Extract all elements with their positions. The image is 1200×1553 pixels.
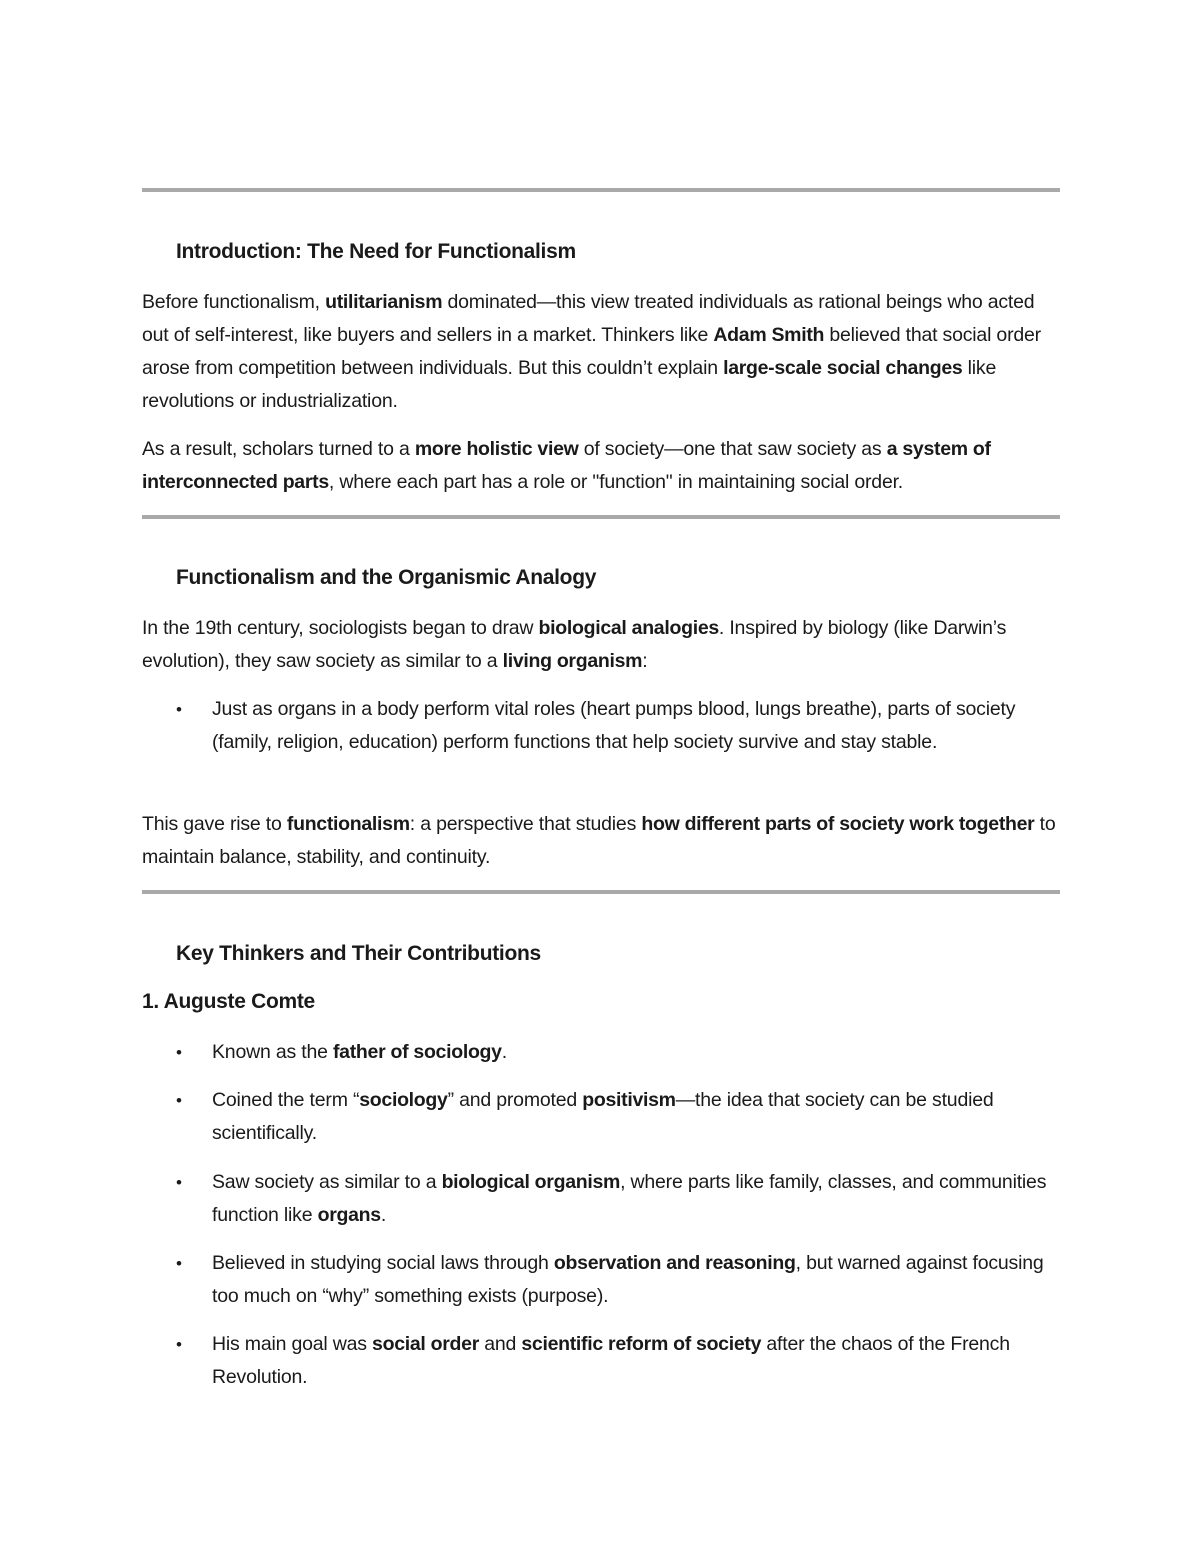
bullet-icon: • <box>176 1173 182 1192</box>
bold-term: how different parts of society work together <box>641 813 1035 835</box>
thinker-heading: 1. Auguste Comte <box>142 990 315 1013</box>
bold-term: sociology <box>359 1089 448 1111</box>
section-heading: Functionalism and the Organismic Analogy <box>176 566 597 589</box>
paragraph: This gave rise to functionalism: a perspective that studies how different parts of society work together to maintain balance, stability, and continuity. <box>142 813 1056 868</box>
section-heading: Introduction: The Need for Functionalism <box>176 240 576 263</box>
list-item-text: Just as organs in a body perform vital roles (heart pumps blood, lungs breathe), parts of society (family, religion, education) perform functions that help society survive and stay stable. <box>212 698 1016 753</box>
list-item-text: Coined the term “sociology” and promoted positivism—the idea that society can be studied scientifically. <box>212 1089 994 1144</box>
bold-term: a system of interconnected parts <box>142 438 991 493</box>
bold-term: utilitarianism <box>325 291 443 313</box>
paragraph: As a result, scholars turned to a more holistic view of society—one that saw society as a system of interconnected parts, where each part has a role or "function" in maintaining social order. <box>142 438 991 493</box>
section-divider <box>142 890 1060 894</box>
bold-term: biological organism <box>441 1171 621 1193</box>
bold-term: more holistic view <box>414 438 579 460</box>
list-item-text: Known as the father of sociology. <box>212 1041 507 1063</box>
bold-term: living organism <box>502 650 643 672</box>
bold-term: biological analogies <box>538 617 719 639</box>
section-divider <box>142 515 1060 519</box>
paragraph: In the 19th century, sociologists began to draw biological analogies. Inspired by biology (like Darwin’s evolution), they saw society as similar to a living organism: <box>142 617 1007 672</box>
list-item-text: Saw society as similar to a biological organism, where parts like family, classes, and communities function like organs. <box>212 1171 1047 1226</box>
bullet-icon: • <box>176 1254 182 1273</box>
bullet-icon: • <box>176 1335 182 1354</box>
bold-term: father of sociology <box>332 1041 502 1063</box>
bullet-icon: • <box>176 1091 182 1110</box>
list-item-text: His main goal was social order and scientific reform of society after the chaos of the French Revolution. <box>212 1333 1010 1388</box>
bullet-icon: • <box>176 1043 182 1062</box>
bold-term: social order <box>372 1333 479 1355</box>
bold-term: large-scale social changes <box>723 357 963 379</box>
list-item-text: Believed in studying social laws through observation and reasoning, but warned against focusing too much on “why” something exists (purpose). <box>212 1252 1044 1307</box>
paragraph: Before functionalism, utilitarianism dominated—this view treated individuals as rational beings who acted out of self-interest, like buyers and sellers in a market. Thinkers like Adam Smith believed that social order arose from competition between individuals. But this couldn’t explain large-scale social changes like revolutions or industrialization. <box>142 291 1041 412</box>
section-heading: Key Thinkers and Their Contributions <box>176 942 541 965</box>
bold-term: Adam Smith <box>713 324 825 346</box>
bullet-icon: • <box>176 700 182 719</box>
bold-term: positivism <box>582 1089 676 1111</box>
bold-term: functionalism <box>286 813 410 835</box>
section-divider <box>142 188 1060 192</box>
bold-term: organs <box>317 1204 381 1226</box>
bold-term: observation and reasoning <box>553 1252 796 1274</box>
bold-term: scientific reform of society <box>521 1333 762 1355</box>
